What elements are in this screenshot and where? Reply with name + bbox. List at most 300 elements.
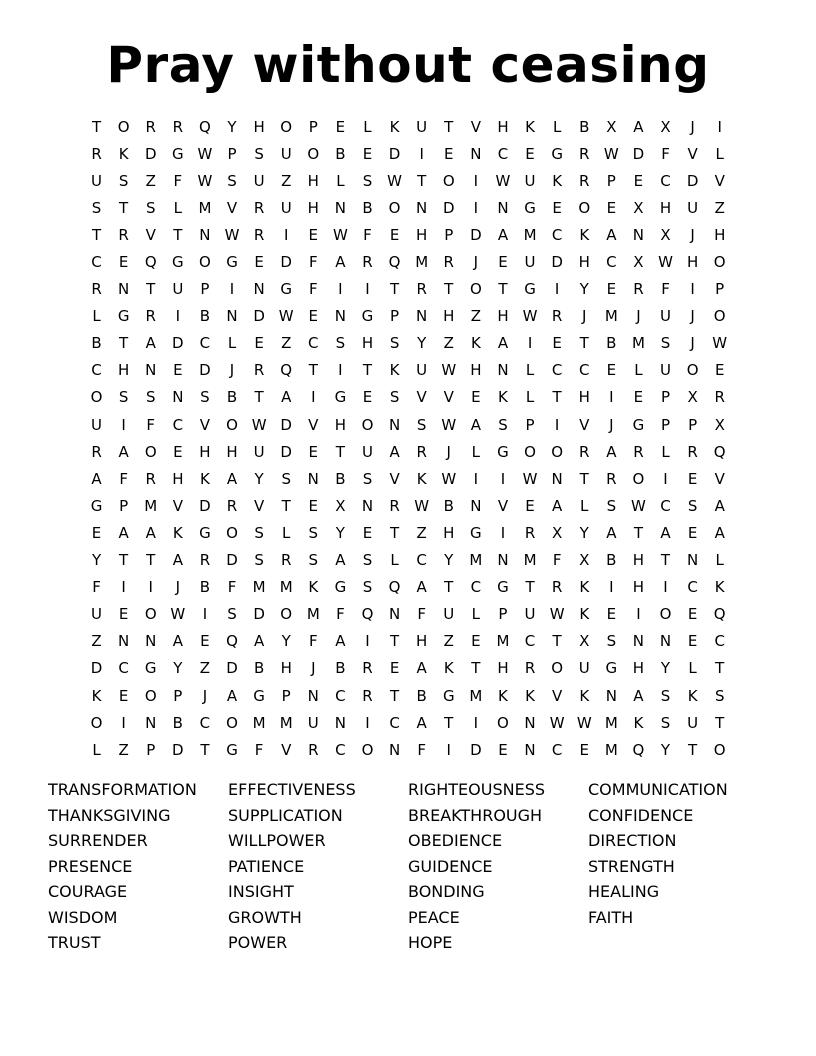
grid-letter: E <box>389 225 400 244</box>
grid-letter: O <box>90 388 103 407</box>
grid-letter: T <box>119 334 129 353</box>
grid-letter: O <box>551 442 564 461</box>
grid-letter: V <box>497 496 509 515</box>
grid-letter: T <box>389 280 400 299</box>
grid-letter: D <box>172 740 184 759</box>
grid-letter: E <box>335 117 346 136</box>
word-list-item: DIRECTION <box>588 831 677 850</box>
word-list-item: BONDING <box>408 882 485 901</box>
grid-letter: E <box>606 605 617 624</box>
word-list-item: PRESENCE <box>48 856 133 876</box>
grid-letter: T <box>525 578 535 597</box>
grid-letter: U <box>443 605 455 624</box>
grid-letter: U <box>687 198 699 217</box>
grid-letter: M <box>523 551 537 570</box>
grid-letter: K <box>416 469 427 488</box>
grid-letter: N <box>145 713 157 732</box>
grid-letter: O <box>713 253 726 272</box>
grid-letter: C <box>118 659 129 678</box>
grid-letter: T <box>308 361 318 380</box>
grid-letter: C <box>524 632 536 651</box>
grid-letter: S <box>308 523 319 542</box>
grid-letter: X <box>714 415 725 434</box>
grid-letter: T <box>362 361 373 380</box>
grid-letter: T <box>633 523 643 542</box>
grid-letter: S <box>308 551 319 570</box>
grid-letter: C <box>551 225 563 244</box>
grid-letter: B <box>335 469 346 488</box>
grid-letter: I <box>473 171 479 190</box>
grid-letter: W <box>712 334 728 353</box>
grid-letter: D <box>280 253 292 272</box>
grid-letter: X <box>335 496 346 515</box>
grid-letter: F <box>146 415 156 434</box>
grid-letter: S <box>416 415 427 434</box>
grid-letter: O <box>713 307 726 326</box>
grid-letter: A <box>226 686 238 705</box>
grid-letter: D <box>253 307 265 326</box>
grid-letter: Q <box>713 442 726 461</box>
word-list-item: OBEDIENCE <box>408 831 503 850</box>
grid-letter: O <box>388 198 401 217</box>
grid-letter: K <box>714 578 725 597</box>
grid-letter: E <box>200 632 210 651</box>
grid-letter: B <box>91 334 102 353</box>
grid-letter: C <box>578 361 590 380</box>
grid-letter: O <box>226 713 238 732</box>
grid-letter: U <box>91 605 103 624</box>
grid-letter: T <box>200 740 210 759</box>
grid-letter: W <box>495 171 511 190</box>
grid-letter: S <box>606 632 617 651</box>
grid-letter: A <box>416 578 427 597</box>
page-title: Pray without ceasing <box>106 36 710 94</box>
grid-letter: B <box>362 198 373 217</box>
grid-letter: A <box>497 225 509 244</box>
grid-letter: S <box>254 551 264 570</box>
grid-letter: S <box>227 605 237 624</box>
grid-letter: J <box>582 307 587 326</box>
grid-letter: H <box>497 117 509 136</box>
grid-letter: S <box>91 198 102 217</box>
grid-letter: E <box>687 605 698 624</box>
grid-letter: H <box>578 253 590 272</box>
grid-letter: N <box>145 361 157 380</box>
grid-letter: C <box>91 253 102 272</box>
grid-letter: S <box>145 388 156 407</box>
grid-letter: N <box>388 740 401 759</box>
grid-letter: H <box>416 632 428 651</box>
grid-letter: H <box>578 388 590 407</box>
grid-letter: T <box>119 198 129 217</box>
grid-letter: S <box>200 388 210 407</box>
grid-letter: K <box>118 144 129 163</box>
grid-letter: C <box>497 144 509 163</box>
grid-letter: U <box>524 605 536 624</box>
grid-letter: V <box>552 686 563 705</box>
grid-letter: K <box>389 361 400 380</box>
grid-letter: V <box>389 469 400 488</box>
word-list-item: RIGHTEOUSNESS <box>408 780 545 799</box>
grid-letter: B <box>199 578 211 597</box>
grid-letter: A <box>335 253 346 272</box>
grid-letter: T <box>552 388 562 407</box>
grid-letter: X <box>579 551 590 570</box>
grid-letter: I <box>365 632 370 651</box>
grid-letter: W <box>170 605 186 624</box>
grid-letter: S <box>389 334 400 353</box>
grid-letter: M <box>604 740 618 759</box>
grid-letter: K <box>498 388 508 407</box>
grid-letter: R <box>253 225 265 244</box>
grid-letter: V <box>443 388 454 407</box>
grid-letter: C <box>416 551 427 570</box>
grid-letter: V <box>470 117 481 136</box>
grid-letter: X <box>687 388 698 407</box>
grid-letter: G <box>470 523 482 542</box>
grid-letter: V <box>281 740 292 759</box>
grid-letter: F <box>227 578 237 597</box>
grid-letter: V <box>308 415 319 434</box>
grid-letter: P <box>660 415 671 434</box>
grid-letter: E <box>118 686 129 705</box>
grid-letter: D <box>470 740 482 759</box>
grid-letter: E <box>254 334 264 353</box>
grid-letter: D <box>632 144 645 163</box>
grid-letter: T <box>715 659 725 678</box>
grid-letter: F <box>661 280 670 299</box>
grid-letter: B <box>335 659 346 678</box>
grid-letter: Q <box>632 740 645 759</box>
grid-letter: N <box>307 686 319 705</box>
grid-letter: O <box>226 415 238 434</box>
grid-letter: M <box>631 334 645 353</box>
word-list-item: FAITH <box>588 907 634 927</box>
grid-letter: P <box>119 496 129 515</box>
grid-letter: U <box>361 442 373 461</box>
grid-letter: S <box>660 686 671 705</box>
grid-letter: Y <box>254 469 264 488</box>
grid-letter: C <box>172 415 184 434</box>
grid-letter: T <box>91 117 102 136</box>
grid-letter: M <box>415 253 429 272</box>
grid-letter: W <box>197 144 213 163</box>
grid-letter: D <box>226 659 238 678</box>
grid-letter: H <box>361 334 374 353</box>
grid-letter: H <box>280 659 292 678</box>
grid-letter: U <box>253 442 265 461</box>
grid-letter: N <box>145 632 157 651</box>
grid-letter: M <box>604 307 618 326</box>
grid-letter: A <box>118 442 129 461</box>
grid-letter: W <box>441 361 457 380</box>
grid-letter: T <box>715 713 725 732</box>
grid-letter: G <box>497 578 509 597</box>
grid-letter: I <box>121 713 126 732</box>
grid-letter: M <box>469 686 483 705</box>
grid-letter: K <box>579 225 590 244</box>
word-list <box>48 777 768 956</box>
grid-letter: O <box>90 713 103 732</box>
grid-letter: D <box>470 225 482 244</box>
grid-letter: F <box>363 225 372 244</box>
grid-letter: G <box>226 740 238 759</box>
grid-letter: Z <box>714 198 725 217</box>
grid-letter: R <box>551 578 563 597</box>
grid-letter: N <box>632 632 645 651</box>
grid-letter: L <box>552 117 562 136</box>
grid-letter: Y <box>660 740 671 759</box>
grid-letter: J <box>175 578 181 597</box>
grid-letter: I <box>717 117 722 136</box>
grid-letter: E <box>552 334 562 353</box>
grid-letter: G <box>144 659 157 678</box>
grid-letter: C <box>551 740 563 759</box>
grid-letter: O <box>361 740 374 759</box>
grid-letter: C <box>335 740 346 759</box>
grid-letter: M <box>144 496 158 515</box>
grid-letter: N <box>470 496 482 515</box>
grid-letter: H <box>334 415 347 434</box>
grid-letter: F <box>92 578 101 597</box>
grid-letter: R <box>118 225 129 244</box>
grid-letter: E <box>687 469 698 488</box>
grid-letter: N <box>253 280 265 299</box>
grid-letter: R <box>91 442 102 461</box>
grid-letter: E <box>173 361 183 380</box>
grid-letter: E <box>362 144 373 163</box>
grid-letter: G <box>334 578 347 597</box>
grid-letter: R <box>579 442 590 461</box>
grid-letter: W <box>576 713 592 732</box>
grid-letter: T <box>389 686 400 705</box>
grid-letter: Z <box>199 659 211 678</box>
grid-letter: R <box>606 469 617 488</box>
grid-letter: N <box>686 551 699 570</box>
grid-letter: J <box>473 253 479 272</box>
grid-letter: E <box>308 496 319 515</box>
grid-letter: M <box>496 632 510 651</box>
grid-letter: R <box>226 496 238 515</box>
grid-letter: D <box>388 144 401 163</box>
grid-letter: E <box>498 253 508 272</box>
grid-letter: N <box>388 605 401 624</box>
word-list-item: COMMUNICATION <box>588 780 728 799</box>
grid-letter: R <box>579 171 590 190</box>
grid-letter: N <box>226 307 238 326</box>
grid-letter: J <box>690 334 695 353</box>
grid-letter: U <box>416 361 428 380</box>
grid-letter: Q <box>199 117 211 136</box>
grid-letter: T <box>335 442 345 461</box>
grid-letter: A <box>281 388 292 407</box>
grid-letter: T <box>254 388 264 407</box>
grid-letter: A <box>226 469 238 488</box>
grid-letter: N <box>497 361 509 380</box>
grid-letter: A <box>633 686 644 705</box>
grid-letter: K <box>91 686 102 705</box>
word-list-item: SURRENDER <box>48 831 148 850</box>
grid-letter: R <box>91 280 102 299</box>
grid-letter: T <box>552 632 562 651</box>
grid-letter: U <box>660 307 671 326</box>
grid-letter: Y <box>173 659 183 678</box>
grid-letter: A <box>145 523 156 542</box>
grid-letter: I <box>121 415 126 434</box>
grid-letter: K <box>579 686 590 705</box>
grid-letter: Y <box>281 632 291 651</box>
grid-letter: N <box>470 144 482 163</box>
grid-letter: H <box>253 117 265 136</box>
grid-letter: E <box>471 388 481 407</box>
grid-letter: F <box>308 280 318 299</box>
grid-letter: S <box>362 469 373 488</box>
grid-letter: C <box>91 361 102 380</box>
grid-letter: H <box>307 171 319 190</box>
grid-letter: N <box>416 307 428 326</box>
grid-letter: F <box>336 605 345 624</box>
grid-letter: F <box>417 740 426 759</box>
grid-letter: Z <box>91 632 102 651</box>
grid-letter: O <box>144 686 157 705</box>
grid-letter: R <box>524 659 536 678</box>
grid-letter: A <box>172 632 183 651</box>
grid-letter: D <box>551 253 563 272</box>
grid-letter: Q <box>388 578 401 597</box>
grid-letter: U <box>280 198 292 217</box>
grid-letter: F <box>417 605 426 624</box>
grid-letter: F <box>308 253 318 272</box>
grid-letter: E <box>471 632 481 651</box>
grid-letter: G <box>632 415 645 434</box>
word-list-item: PEACE <box>408 907 460 927</box>
grid-letter: L <box>715 551 724 570</box>
grid-letter: H <box>118 361 130 380</box>
grid-letter: R <box>253 361 265 380</box>
word-list-item: WISDOM <box>48 907 118 927</box>
grid-letter: U <box>172 280 184 299</box>
grid-letter: T <box>688 740 698 759</box>
grid-letter: K <box>470 334 481 353</box>
grid-letter: G <box>199 523 211 542</box>
word-list-item: STRENGTH <box>588 856 675 876</box>
grid-letter: L <box>471 442 481 461</box>
grid-letter: E <box>606 361 617 380</box>
grid-letter: S <box>660 713 671 732</box>
grid-letter: A <box>389 442 400 461</box>
grid-letter: D <box>90 659 103 678</box>
grid-letter: Y <box>444 551 454 570</box>
grid-letter: P <box>146 740 156 759</box>
grid-letter: T <box>579 334 589 353</box>
grid-letter: E <box>498 740 508 759</box>
grid-letter: O <box>307 144 320 163</box>
grid-letter: V <box>172 496 183 515</box>
grid-letter: T <box>579 469 589 488</box>
grid-letter: E <box>389 659 400 678</box>
grid-letter: D <box>172 334 184 353</box>
grid-letter: N <box>172 388 184 407</box>
grid-letter: E <box>606 280 617 299</box>
grid-letter: U <box>660 361 671 380</box>
grid-letter: D <box>144 144 157 163</box>
grid-letter: R <box>416 280 427 299</box>
grid-letter: V <box>253 496 265 515</box>
grid-letter: T <box>91 225 102 244</box>
grid-letter: Y <box>660 659 671 678</box>
grid-letter: W <box>251 415 267 434</box>
grid-letter: G <box>442 686 455 705</box>
word-list-item: INSIGHT <box>228 882 294 901</box>
grid-letter: W <box>549 605 565 624</box>
grid-letter: R <box>551 307 563 326</box>
grid-letter: I <box>609 388 614 407</box>
grid-letter: Z <box>118 740 129 759</box>
grid-letter: W <box>197 171 213 190</box>
grid-letter: E <box>525 144 535 163</box>
grid-letter: O <box>117 117 130 136</box>
grid-letter: N <box>416 198 428 217</box>
grid-letter: P <box>281 686 291 705</box>
grid-letter: L <box>634 361 643 380</box>
grid-letter: I <box>283 225 289 244</box>
grid-letter: U <box>687 713 699 732</box>
grid-letter: A <box>552 496 563 515</box>
grid-letter: W <box>441 415 457 434</box>
grid-letter: X <box>660 225 671 244</box>
grid-letter: N <box>388 415 401 434</box>
word-list-item: EFFECTIVENESS <box>228 780 356 799</box>
grid-letter: J <box>690 117 695 136</box>
grid-letter: E <box>633 388 644 407</box>
word-list-item: CONFIDENCE <box>588 805 694 825</box>
grid-letter: E <box>579 740 589 759</box>
grid-letter: B <box>606 334 617 353</box>
grid-letter: V <box>145 225 156 244</box>
grid-letter: E <box>362 523 373 542</box>
grid-letter: A <box>91 469 102 488</box>
grid-letter: M <box>523 225 537 244</box>
grid-letter: V <box>714 469 725 488</box>
grid-letter: N <box>307 469 319 488</box>
grid-letter: C <box>199 713 211 732</box>
grid-letter: E <box>308 307 319 326</box>
grid-letter: M <box>306 605 320 624</box>
grid-letter: B <box>443 496 454 515</box>
grid-letter: W <box>224 225 240 244</box>
grid-letter: N <box>199 225 211 244</box>
grid-letter: A <box>145 334 156 353</box>
grid-letter: I <box>338 280 343 299</box>
grid-letter: O <box>524 442 536 461</box>
grid-letter: E <box>552 198 562 217</box>
grid-letter: H <box>199 442 211 461</box>
grid-letter: D <box>442 198 455 217</box>
grid-letter: V <box>199 415 211 434</box>
grid-letter: R <box>362 686 373 705</box>
grid-letter: O <box>144 442 157 461</box>
grid-letter: R <box>91 144 102 163</box>
grid-letter: R <box>145 307 156 326</box>
grid-letter: P <box>308 117 318 136</box>
grid-letter: N <box>524 740 536 759</box>
grid-letter: H <box>659 198 672 217</box>
grid-letter: Q <box>361 605 374 624</box>
grid-letter: L <box>688 659 697 678</box>
grid-letter: I <box>554 280 560 299</box>
grid-letter: O <box>280 605 293 624</box>
grid-letter: R <box>172 117 184 136</box>
